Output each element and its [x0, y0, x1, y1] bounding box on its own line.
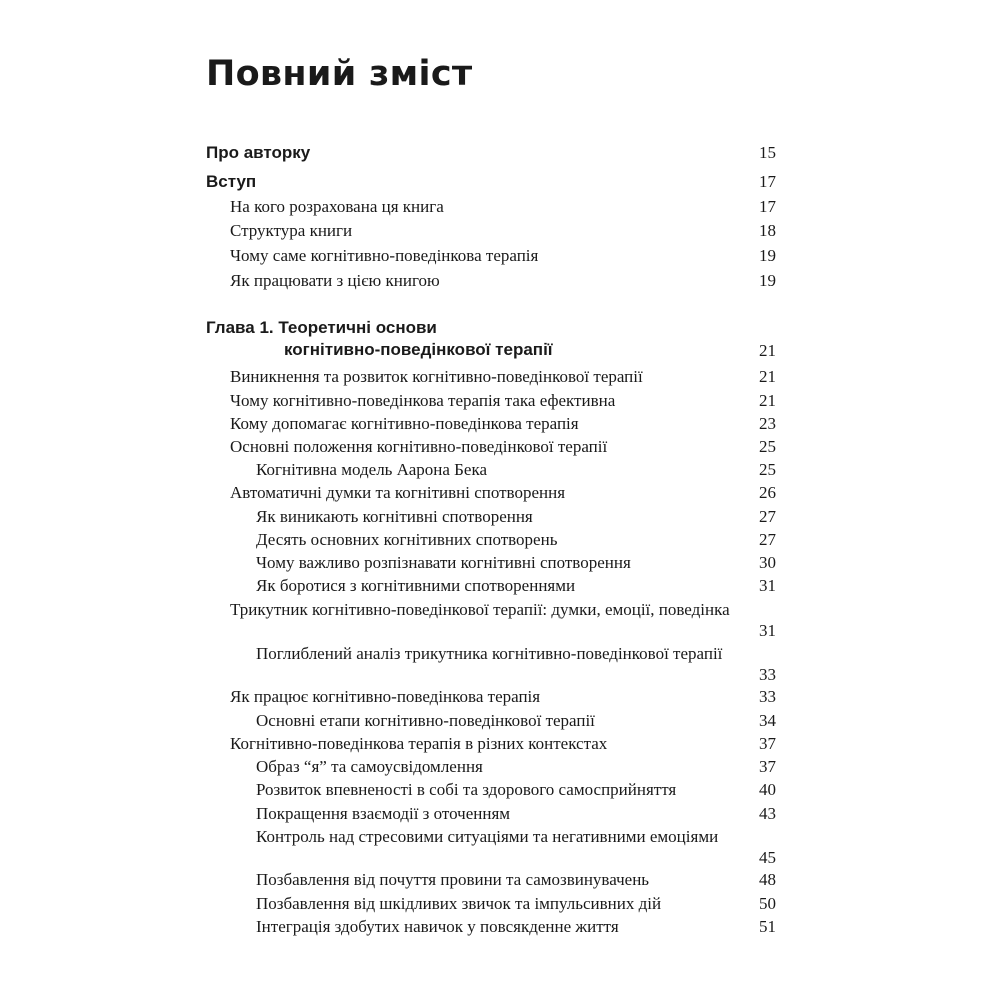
toc-page-number: 23 [759, 414, 776, 433]
toc-entry-label: Розвиток впевненості в собі та здорового самосприйняття [256, 780, 677, 799]
toc-entry-label: Основні етапи когнітивно-поведінкової терапії [256, 711, 595, 730]
toc-entry-label: Автоматичні думки та когнітивні спотворення [230, 483, 566, 502]
toc-page-number: 30 [759, 553, 776, 572]
toc-entry[interactable] [206, 270, 776, 291]
toc-entry-label: Чому саме когнітивно-поведінкова терапія [230, 246, 539, 265]
toc-entry-label: Позбавлення від шкідливих звичок та імпульсивних дій [256, 894, 662, 913]
toc-entry[interactable] [206, 436, 776, 457]
toc-page-number: 19 [759, 246, 776, 265]
toc-chapter-1[interactable] [206, 317, 776, 361]
toc-entry-label: Інтеграція здобутих навичок у повсякденне життя [256, 917, 619, 936]
toc-page-number: 17 [759, 172, 776, 191]
toc-entry-label: Про авторку [206, 143, 311, 162]
toc-entry[interactable] [206, 552, 776, 573]
toc-entry[interactable] [206, 196, 776, 217]
toc-page-number: 21 [759, 367, 776, 386]
chapter-title-line-1: Глава 1. Теоретичні основи [206, 318, 437, 337]
toc-entry[interactable] [206, 756, 776, 777]
toc-entry[interactable] [206, 869, 776, 890]
toc-page-number: 31 [759, 576, 776, 595]
toc-page-number: 37 [759, 734, 776, 753]
toc-entry-label: Образ “я” та самоусвідомлення [256, 757, 483, 776]
toc-entry-label: На кого розрахована ця книга [230, 197, 444, 216]
toc-entry[interactable] [206, 916, 776, 937]
toc-entry-label: Покращення взаємодії з оточенням [256, 804, 511, 823]
toc-entry-intro[interactable] [206, 171, 776, 192]
toc-entry[interactable] [206, 575, 776, 596]
toc-entry[interactable] [206, 826, 776, 868]
toc-page-number: 43 [759, 804, 776, 823]
toc-entry[interactable] [206, 686, 776, 707]
toc-entry[interactable] [206, 710, 776, 731]
toc-page-number: 18 [759, 221, 776, 240]
toc-entry-about[interactable] [206, 142, 776, 163]
toc-page-number: 25 [759, 437, 776, 456]
toc-entry[interactable] [206, 506, 776, 527]
toc-page-number: 34 [759, 711, 776, 730]
toc-chapter-label [206, 317, 740, 361]
toc-entry[interactable] [206, 220, 776, 241]
toc-entry-label: Чому когнітивно-поведінкова терапія така ефективна [230, 391, 616, 410]
toc-page-number: 21 [759, 391, 776, 410]
toc-entry-label: Чому важливо розпізнавати когнітивні спотворення [256, 553, 631, 572]
toc-page-number: 19 [759, 271, 776, 290]
toc-entry-label: Когнітивна модель Аарона Бека [256, 460, 488, 479]
toc-entry[interactable] [206, 643, 776, 685]
toc-entry-label: Структура книги [230, 221, 353, 240]
toc-entry[interactable] [206, 390, 776, 411]
toc-entry[interactable] [206, 459, 776, 480]
toc-entry[interactable] [206, 366, 776, 387]
toc-page-number: 48 [759, 870, 776, 889]
toc-entry-label: Трикутник когнітивно-поведінкової терапії: думки, емоції, поведінка [230, 600, 730, 619]
toc-page-number: 27 [759, 507, 776, 526]
toc-page-number: 21 [759, 341, 776, 360]
toc-entry[interactable] [206, 893, 776, 914]
toc-entry-label: Позбавлення від почуття провини та самозвинувачень [256, 870, 650, 889]
toc-entry-label: Як працює когнітивно-поведінкова терапія [230, 687, 541, 706]
toc-page-number: 51 [759, 917, 776, 936]
toc-entry[interactable] [206, 803, 776, 824]
toc-entry-label: Як боротися з когнітивними спотвореннями [256, 576, 576, 595]
chapter-title-line-2: когнітивно-поведінкової терапії [284, 340, 553, 359]
toc-entry[interactable] [206, 482, 776, 503]
toc-page-number: 31 [759, 621, 776, 640]
toc-page-number: 15 [759, 143, 776, 162]
toc-entry-label: Контроль над стресовими ситуаціями та негативними емоціями [256, 827, 719, 846]
toc-entry-label: Вступ [206, 172, 257, 191]
toc-page-number: 45 [759, 848, 776, 867]
toc-entry-label: Як виникають когнітивні спотворення [256, 507, 533, 526]
toc-entry[interactable] [206, 413, 776, 434]
toc-page-number: 37 [759, 757, 776, 776]
toc-page-number: 33 [759, 665, 776, 684]
toc-page-number: 50 [759, 894, 776, 913]
toc-page-number: 40 [759, 780, 776, 799]
toc-entry[interactable] [206, 599, 776, 641]
toc-entry-label: Когнітивно-поведінкова терапія в різних контекстах [230, 734, 608, 753]
toc-entry-label: Як працювати з цією книгою [230, 271, 440, 290]
toc-entry[interactable] [206, 245, 776, 266]
toc-page-number: 25 [759, 460, 776, 479]
toc-entry[interactable] [206, 779, 776, 800]
toc-page-number: 27 [759, 530, 776, 549]
toc-page-number: 26 [759, 483, 776, 502]
table-of-contents [206, 0, 776, 1000]
page-title: Повний зміст [206, 54, 473, 94]
toc-page-number: 33 [759, 687, 776, 706]
toc-entry-label: Поглиблений аналіз трикутника когнітивно-поведінкової терапії [256, 644, 723, 663]
toc-page-number: 17 [759, 197, 776, 216]
toc-entry-label: Десять основних когнітивних спотворень [256, 530, 558, 549]
toc-entry-label: Основні положення когнітивно-поведінкової терапії [230, 437, 608, 456]
toc-entry-label: Кому допомагає когнітивно-поведінкова терапія [230, 414, 579, 433]
toc-entry[interactable] [206, 529, 776, 550]
toc-entry[interactable] [206, 733, 776, 754]
toc-entry-label: Виникнення та розвиток когнітивно-поведінкової терапії [230, 367, 643, 386]
